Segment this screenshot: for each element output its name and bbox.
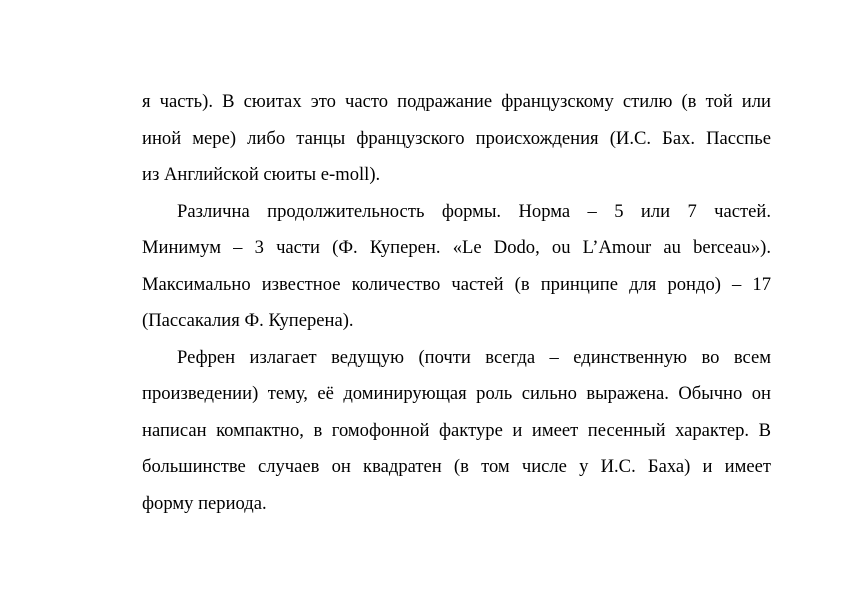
text-line: иной мере) либо танцы французского происхождения (И.С. Бах. Пасспье: [142, 127, 771, 149]
text-line: Минимум – 3 части (Ф. Куперен. «Le Dodo, ou L’Amour au berceau»).: [142, 237, 771, 258]
paragraph-1: [142, 84, 771, 194]
text-line: форму периода.: [142, 492, 267, 514]
paragraph-3: [142, 340, 771, 523]
text-line: написан компактно, в гомофонной фактуре и имеет песенный характер. В: [142, 419, 771, 441]
text-line: из Английской сюиты e-moll).: [142, 164, 381, 185]
text-line: Рефрен излагает ведущую (почти всегда – единственную во всем: [177, 346, 771, 368]
body-text: [142, 84, 771, 522]
text-line: Различна продолжительность формы. Норма – 5 или 7 частей.: [177, 200, 771, 222]
text-line: я часть). В сюитах это часто подражание французскому стилю (в той или: [142, 91, 771, 112]
text-line: (Пассакалия Ф. Куперена).: [142, 310, 354, 331]
text-line: Максимально известное количество частей (в принципе для рондо) – 17: [142, 273, 771, 295]
paragraph-2: [142, 194, 771, 340]
text-line: большинстве случаев он квадратен (в том числе у И.С. Баха) и имеет: [142, 456, 771, 477]
text-line: произведении) тему, её доминирующая роль сильно выражена. Обычно он: [142, 383, 771, 404]
